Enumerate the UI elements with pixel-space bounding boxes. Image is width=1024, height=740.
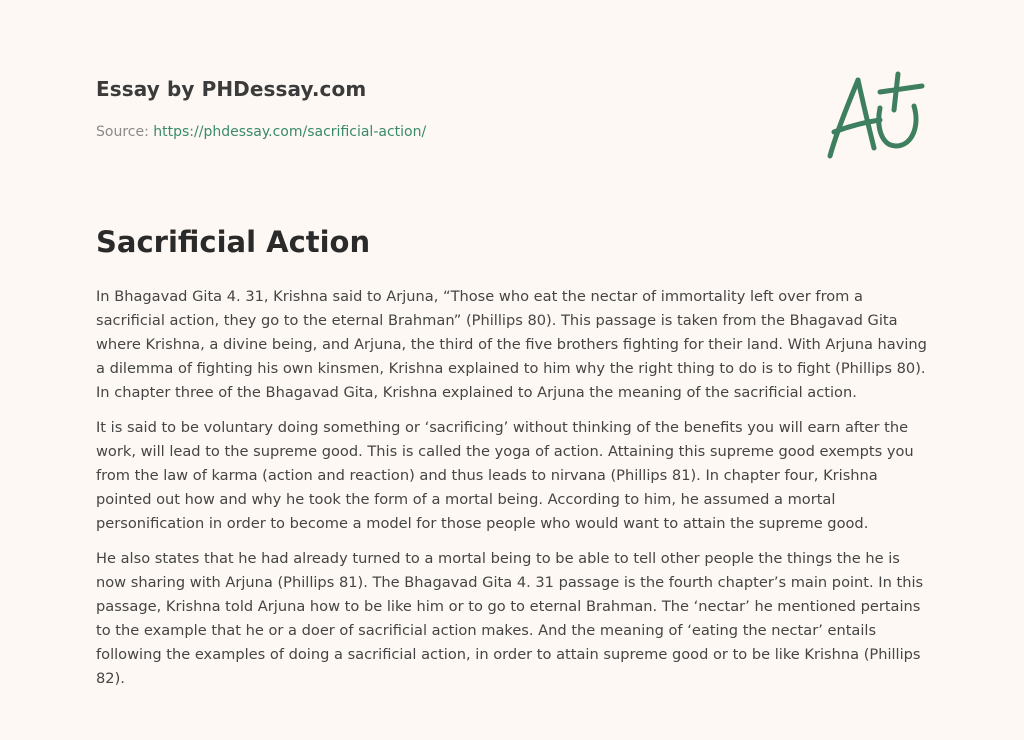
site-title: Essay by PHDessay.com (96, 77, 367, 101)
essay-paragraph: He also states that he had already turned to a mortal being to be able to tell other people the things the he is now sharing with Arjuna (Phillips 81). The Bhagavad Gita 4. 31 passage is the fourth chapter’s main point. In this passage, Krishna told Arjuna how to be like him or to go to eternal Brahman. The ‘nectar’ he mentioned pertains to the example that he or a doer of sacrificial action makes. And the meaning of ‘eating the nectar’ entails following the examples of doing a sacrificial action, in order to attain supreme good or to be like Krishna (Phillips 82). (96, 550, 924, 687)
source-line (96, 124, 426, 140)
essay-paragraph: In Bhagavad Gita 4. 31, Krishna said to Arjuna, “Those who eat the nectar of immortality left over from a sacrificial action, they go to the eternal Brahman” (Phillips 80). This passage is taken from the Bhagavad Gita where Krishna, a divine being, and Arjuna, the third of the five brothers fighting for their land. With Arjuna having a dilemma of fighting his own kinsmen, Krishna explained to him why the right thing to do is to fight (Phillips 80). In chapter three of the Bhagavad Gita, Krishna explained to Arjuna the meaning of the sacrificial action. (96, 288, 927, 401)
essay-title: Sacrificial Action (96, 225, 371, 259)
essay-paragraph: It is said to be voluntary doing something or ‘sacrificing’ without thinking of the benefits you will earn after the work, will lead to the supreme good. This is called the yoga of action. Attaining this supreme good exempts you from the law of karma (action and reaction) and thus leads to nirvana (Phillips 81). In chapter four, Krishna pointed out how and why he took the form of a mortal being. According to him, he assumed a mortal personification in order to become a model for those people who would want to attain the supreme good. (96, 419, 914, 532)
source-label: Source: (96, 124, 149, 140)
a-plus-grade-icon (822, 68, 928, 164)
source-link[interactable]: https://phdessay.com/sacrificial-action/ (153, 124, 427, 140)
essay-body (96, 285, 932, 702)
